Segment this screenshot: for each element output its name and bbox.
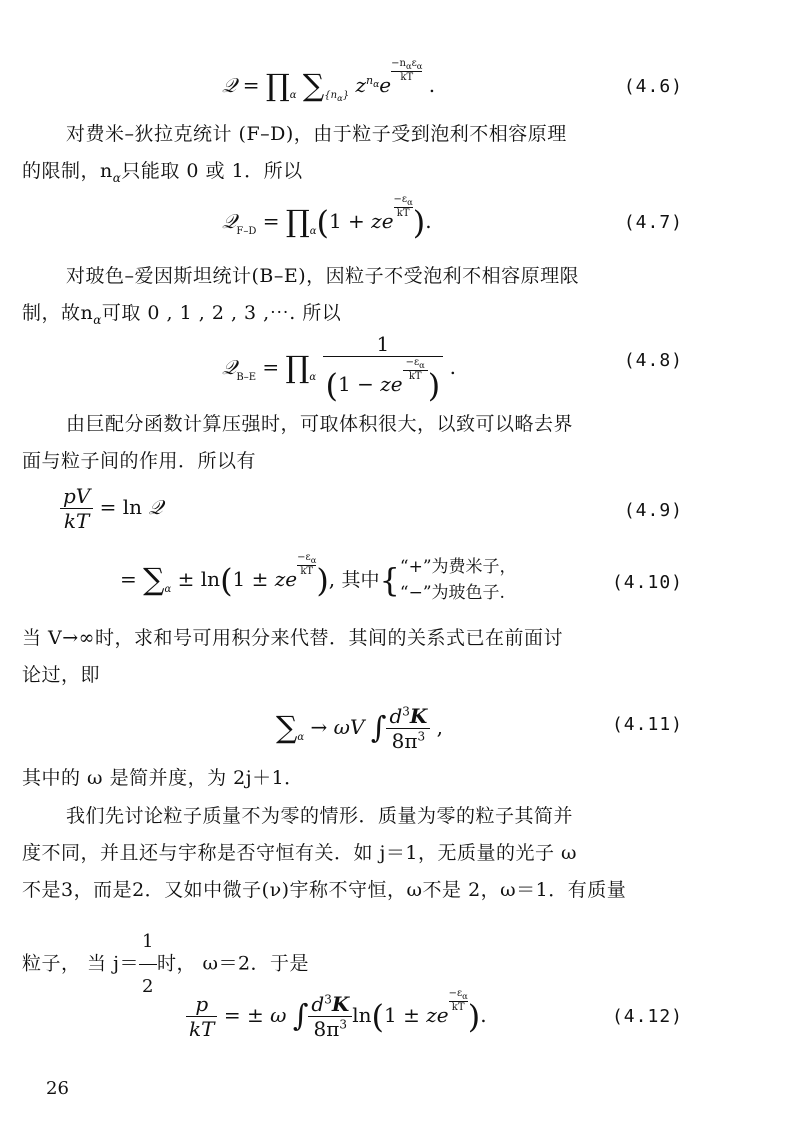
equation-number-4-12: (4.12) bbox=[611, 1006, 683, 1027]
text-line: 对费米–狄拉克统计 (F–D)，由于粒子受到泡利不相容原理 bbox=[66, 123, 567, 145]
text-line: 其中的 ω 是简并度，为 2j＋1． bbox=[22, 767, 304, 789]
equation-4-11: $\sum_\alpha \to \omega V$ ∫ $\frac{d^3K}{8\pi^3}$ , bbox=[276, 704, 443, 753]
equation-4-10: = $\sum_\alpha \pm \ln(1$ ± ze $\frac{-\varepsilon_\alpha}{kT}$ ), 其中{“+”为费米子， “−”为玻色子. bbox=[120, 552, 517, 604]
text-line: 粒子， 当 j＝ bbox=[22, 952, 139, 975]
text-line: 不是3，而是2．又如中微子(ν)宇称不守恒，ω不是 2，ω＝1．有质量 bbox=[22, 879, 627, 901]
equation-4-7: 𝒬$_{F-D}$ = $\prod_\alpha(1$ + ze $\frac{-\varepsilon_\alpha}{kT}$ ). bbox=[222, 194, 432, 242]
text-line: 时， ω＝2．于是 bbox=[156, 952, 310, 975]
brace-line-boson: “−”为玻色子. bbox=[399, 583, 505, 604]
text-line: 我们先讨论粒子质量不为零的情形．质量为零的粒子其简并 bbox=[66, 805, 574, 827]
paragraph-degeneracy bbox=[22, 760, 692, 797]
text-line: 面与粒子间的作用．所以有 bbox=[22, 450, 257, 472]
paragraph-fermi-dirac: 对费米–狄拉克统计 (F–D)，由于粒子受到泡利不相容原理 的限制，$n_\alpha$只能取 0 或 1．所以 bbox=[22, 123, 567, 185]
text-line: 由巨配分函数计算压强时，可取体积很大，以致可以略去界 bbox=[66, 413, 574, 435]
text-line: 当 V→∞时，求和号可用积分来代替．其间的关系式已在前面讨 bbox=[22, 627, 564, 649]
equation-number-4-11: (4.11) bbox=[611, 714, 683, 735]
equation-4-8: 𝒬$_{B-E}$ = $\prod_\alpha$ 1 (1 − ze $\frac{-\varepsilon_\alpha}{kT}$ ) . bbox=[222, 332, 456, 405]
equation-4-6: 𝒬 = $\prod_\alpha$ $\sum_{\{n_\alpha\}}$ $z^{n_\alpha}e$ $\frac{-n_\alpha\varepsilon_\alpha}{kT}$ . bbox=[222, 58, 436, 104]
paragraph-pressure bbox=[22, 406, 692, 480]
text-line: 对玻色–爱因斯坦统计(B–E)，因粒子不受泡利不相容原理限 bbox=[66, 265, 580, 287]
text-line: 只能取 0 或 1．所以 bbox=[121, 160, 303, 182]
brace-label: 其中 bbox=[341, 568, 380, 591]
paragraph-bose-einstein: 对玻色–爱因斯坦统计(B–E)，因粒子不受泡利不相容原理限 制，故$n_\alpha$可取 0 , 1 , 2 , 3 ,⋯. 所以 bbox=[22, 265, 580, 327]
text-line: 可取 0 , 1 , 2 , 3 ,⋯. 所以 bbox=[101, 302, 342, 324]
equation-number-4-6: (4.6) bbox=[623, 76, 683, 97]
paragraph-integral bbox=[22, 620, 692, 694]
equation-4-12: $\frac{p}{kT}$ = ± ω ∫ $\frac{d^3K}{8\pi^3}$ ln(1 ± ze $\frac{-\varepsilon_\alpha}{kT}$ ). bbox=[186, 988, 487, 1041]
page-number: 26 bbox=[46, 1078, 69, 1099]
paragraph-massive-particles: 粒子， 当 j＝ $\frac{1}{2}$ 时， ω＝2．于是 bbox=[22, 920, 692, 1009]
text-line: 制，故n bbox=[22, 302, 94, 324]
paragraph-massless bbox=[22, 798, 692, 909]
equation-number-4-9: (4.9) bbox=[623, 500, 683, 521]
brace-line-fermion: “+”为费米子， bbox=[399, 557, 517, 578]
text-line: 度不同，并且还与宇称是否守恒有关．如 j＝1，无质量的光子 ω bbox=[22, 842, 578, 864]
equation-number-4-10: (4.10) bbox=[611, 572, 683, 593]
text-line: 的限制，n bbox=[22, 160, 113, 182]
equation-number-4-7: (4.7) bbox=[623, 212, 683, 233]
equation-4-9: $\frac{pV}{kT}$ = ln 𝒬 bbox=[60, 484, 163, 533]
equation-number-4-8: (4.8) bbox=[623, 350, 683, 371]
text-line: 论过，即 bbox=[22, 664, 101, 686]
